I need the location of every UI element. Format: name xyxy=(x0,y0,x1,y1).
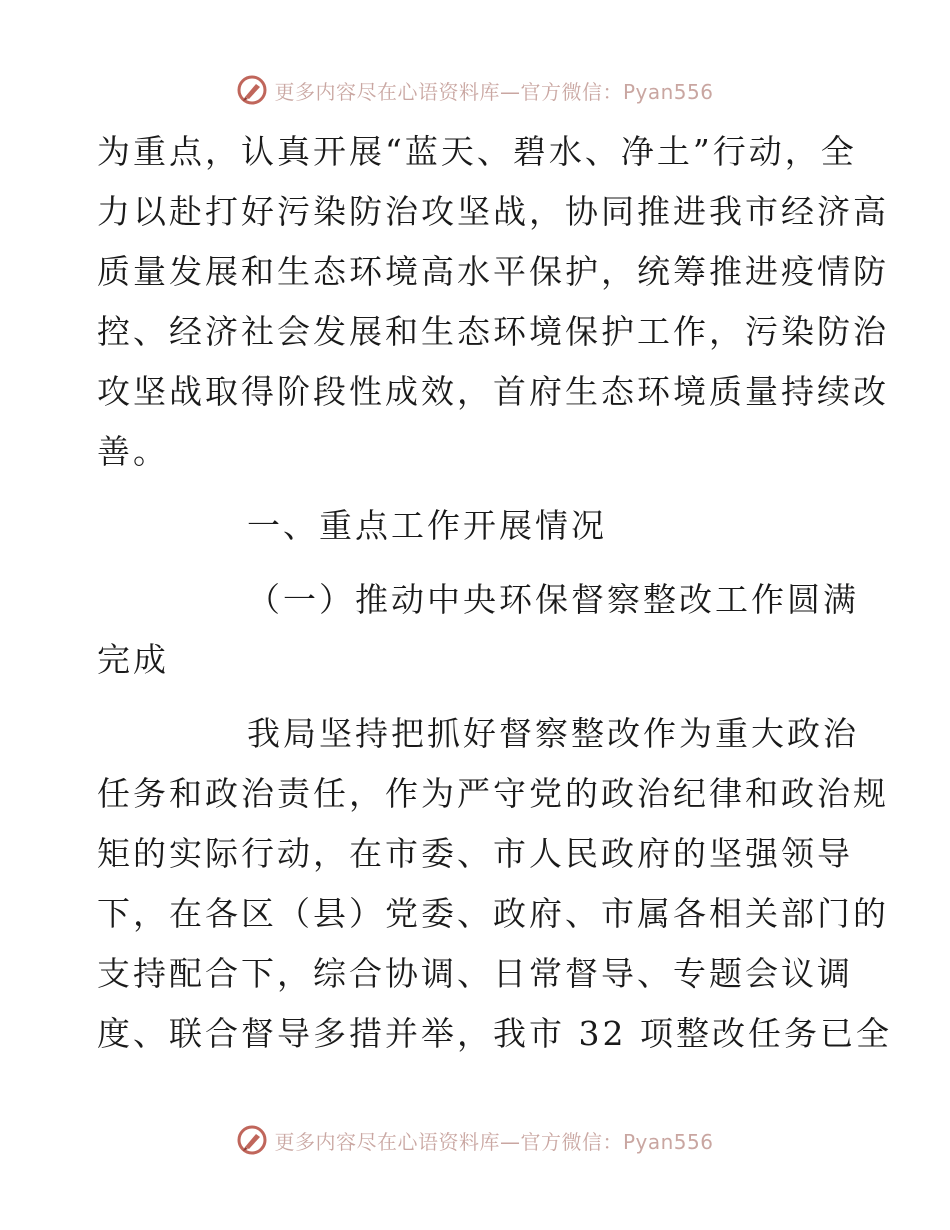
watermark-text: 更多内容尽在心语资料库—官方微信：Pyan556 xyxy=(274,79,714,104)
subsection-heading: （一）推动中央环保督察整改工作圆满 xyxy=(247,580,859,619)
text-line: 度、联合督导多措并举，我市 32 项整改任务已全 xyxy=(97,1014,892,1053)
text-line: 为重点，认真开展“蓝天、碧水、净土”行动，全 xyxy=(97,132,857,171)
text-line: 下，在各区（县）党委、政府、市属各相关部门的 xyxy=(97,894,889,933)
document-body xyxy=(97,122,892,1064)
text-line: 攻坚战取得阶段性成效，首府生态环境质量持续改 xyxy=(97,372,889,411)
subsection-heading-cont: 完成 xyxy=(97,640,169,679)
footer-watermark xyxy=(0,1120,950,1160)
watermark-text: 更多内容尽在心语资料库—官方微信：Pyan556 xyxy=(274,1129,714,1154)
text-line: 我局坚持把抓好督察整改作为重大政治 xyxy=(247,714,859,753)
pen-logo-icon xyxy=(236,74,268,106)
text-line: 矩的实际行动，在市委、市人民政府的坚强领导 xyxy=(97,834,853,873)
text-line: 善。 xyxy=(97,432,169,471)
section-heading: 一、重点工作开展情况 xyxy=(247,506,607,545)
pen-logo-icon xyxy=(236,1124,268,1156)
text-line: 任务和政治责任，作为严守党的政治纪律和政治规 xyxy=(97,774,889,813)
text-line: 支持配合下，综合协调、日常督导、专题会议调 xyxy=(97,954,853,993)
header-watermark xyxy=(0,70,950,110)
text-line: 质量发展和生态环境高水平保护，统筹推进疫情防 xyxy=(97,252,889,291)
text-line: 力以赴打好污染防治攻坚战，协同推进我市经济高 xyxy=(97,192,889,231)
text-line: 控、经济社会发展和生态环境保护工作，污染防治 xyxy=(97,312,889,351)
